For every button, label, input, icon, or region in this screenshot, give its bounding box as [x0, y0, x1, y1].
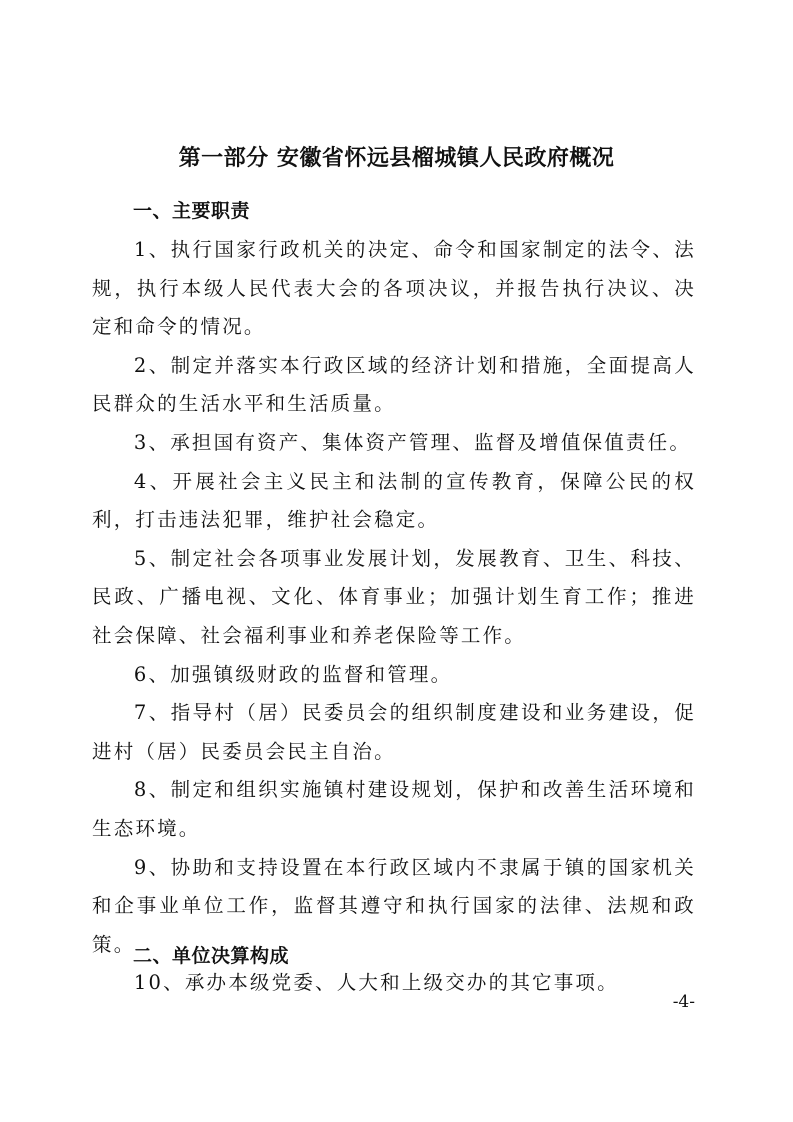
responsibility-paragraph: 2、制定并落实本行政区域的经济计划和措施，全面提高人民群众的生活水平和生活质量。	[92, 353, 696, 416]
responsibilities-list	[92, 231, 696, 1003]
responsibility-paragraph: 3、承担国有资产、集体资产管理、监督及增值保值责任。	[133, 430, 692, 454]
responsibility-paragraph: 4、开展社会主义民主和法制的宣传教育，保障公民的权利，打击违法犯罪，维护社会稳定。	[92, 469, 696, 532]
responsibility-paragraph: 1、执行国家行政机关的决定、命令和国家制定的法令、法规，执行本级人民代表大会的各项决议，并报告执行决议、决定和命令的情况。	[92, 238, 696, 339]
responsibility-paragraph: 7、指导村（居）民委员会的组织制度建设和业务建设，促进村（居）民委员会民主自治。	[92, 701, 696, 763]
responsibility-paragraph: 5、制定社会各项事业发展计划，发展教育、卫生、科技、民政、广播电视、文化、体育事业；加强计划生育工作；推进社会保障、社会福利事业和养老保险等工作。	[92, 546, 696, 647]
section-heading-budget-composition: 二、单位决算构成	[133, 945, 290, 967]
page-title: 第一部分 安徽省怀远县榴城镇人民政府概况	[178, 146, 615, 171]
responsibility-paragraph: 8、制定和组织实施镇村建设规划，保护和改善生活环境和生态环境。	[92, 778, 696, 840]
responsibility-paragraph: 6、加强镇级财政的监督和管理。	[133, 662, 453, 686]
section-heading-responsibilities: 一、主要职责	[133, 200, 251, 222]
responsibility-paragraph: 10、承办本级党委、人大和上级交办的其它事项。	[133, 971, 619, 995]
responsibility-paragraph: 9、协助和支持设置在本行政区域内不隶属于镇的国家机关和企事业单位工作，监督其遵守和执行国家的法律、法规和政策。	[92, 855, 696, 956]
page-number: -4-	[672, 992, 695, 1012]
